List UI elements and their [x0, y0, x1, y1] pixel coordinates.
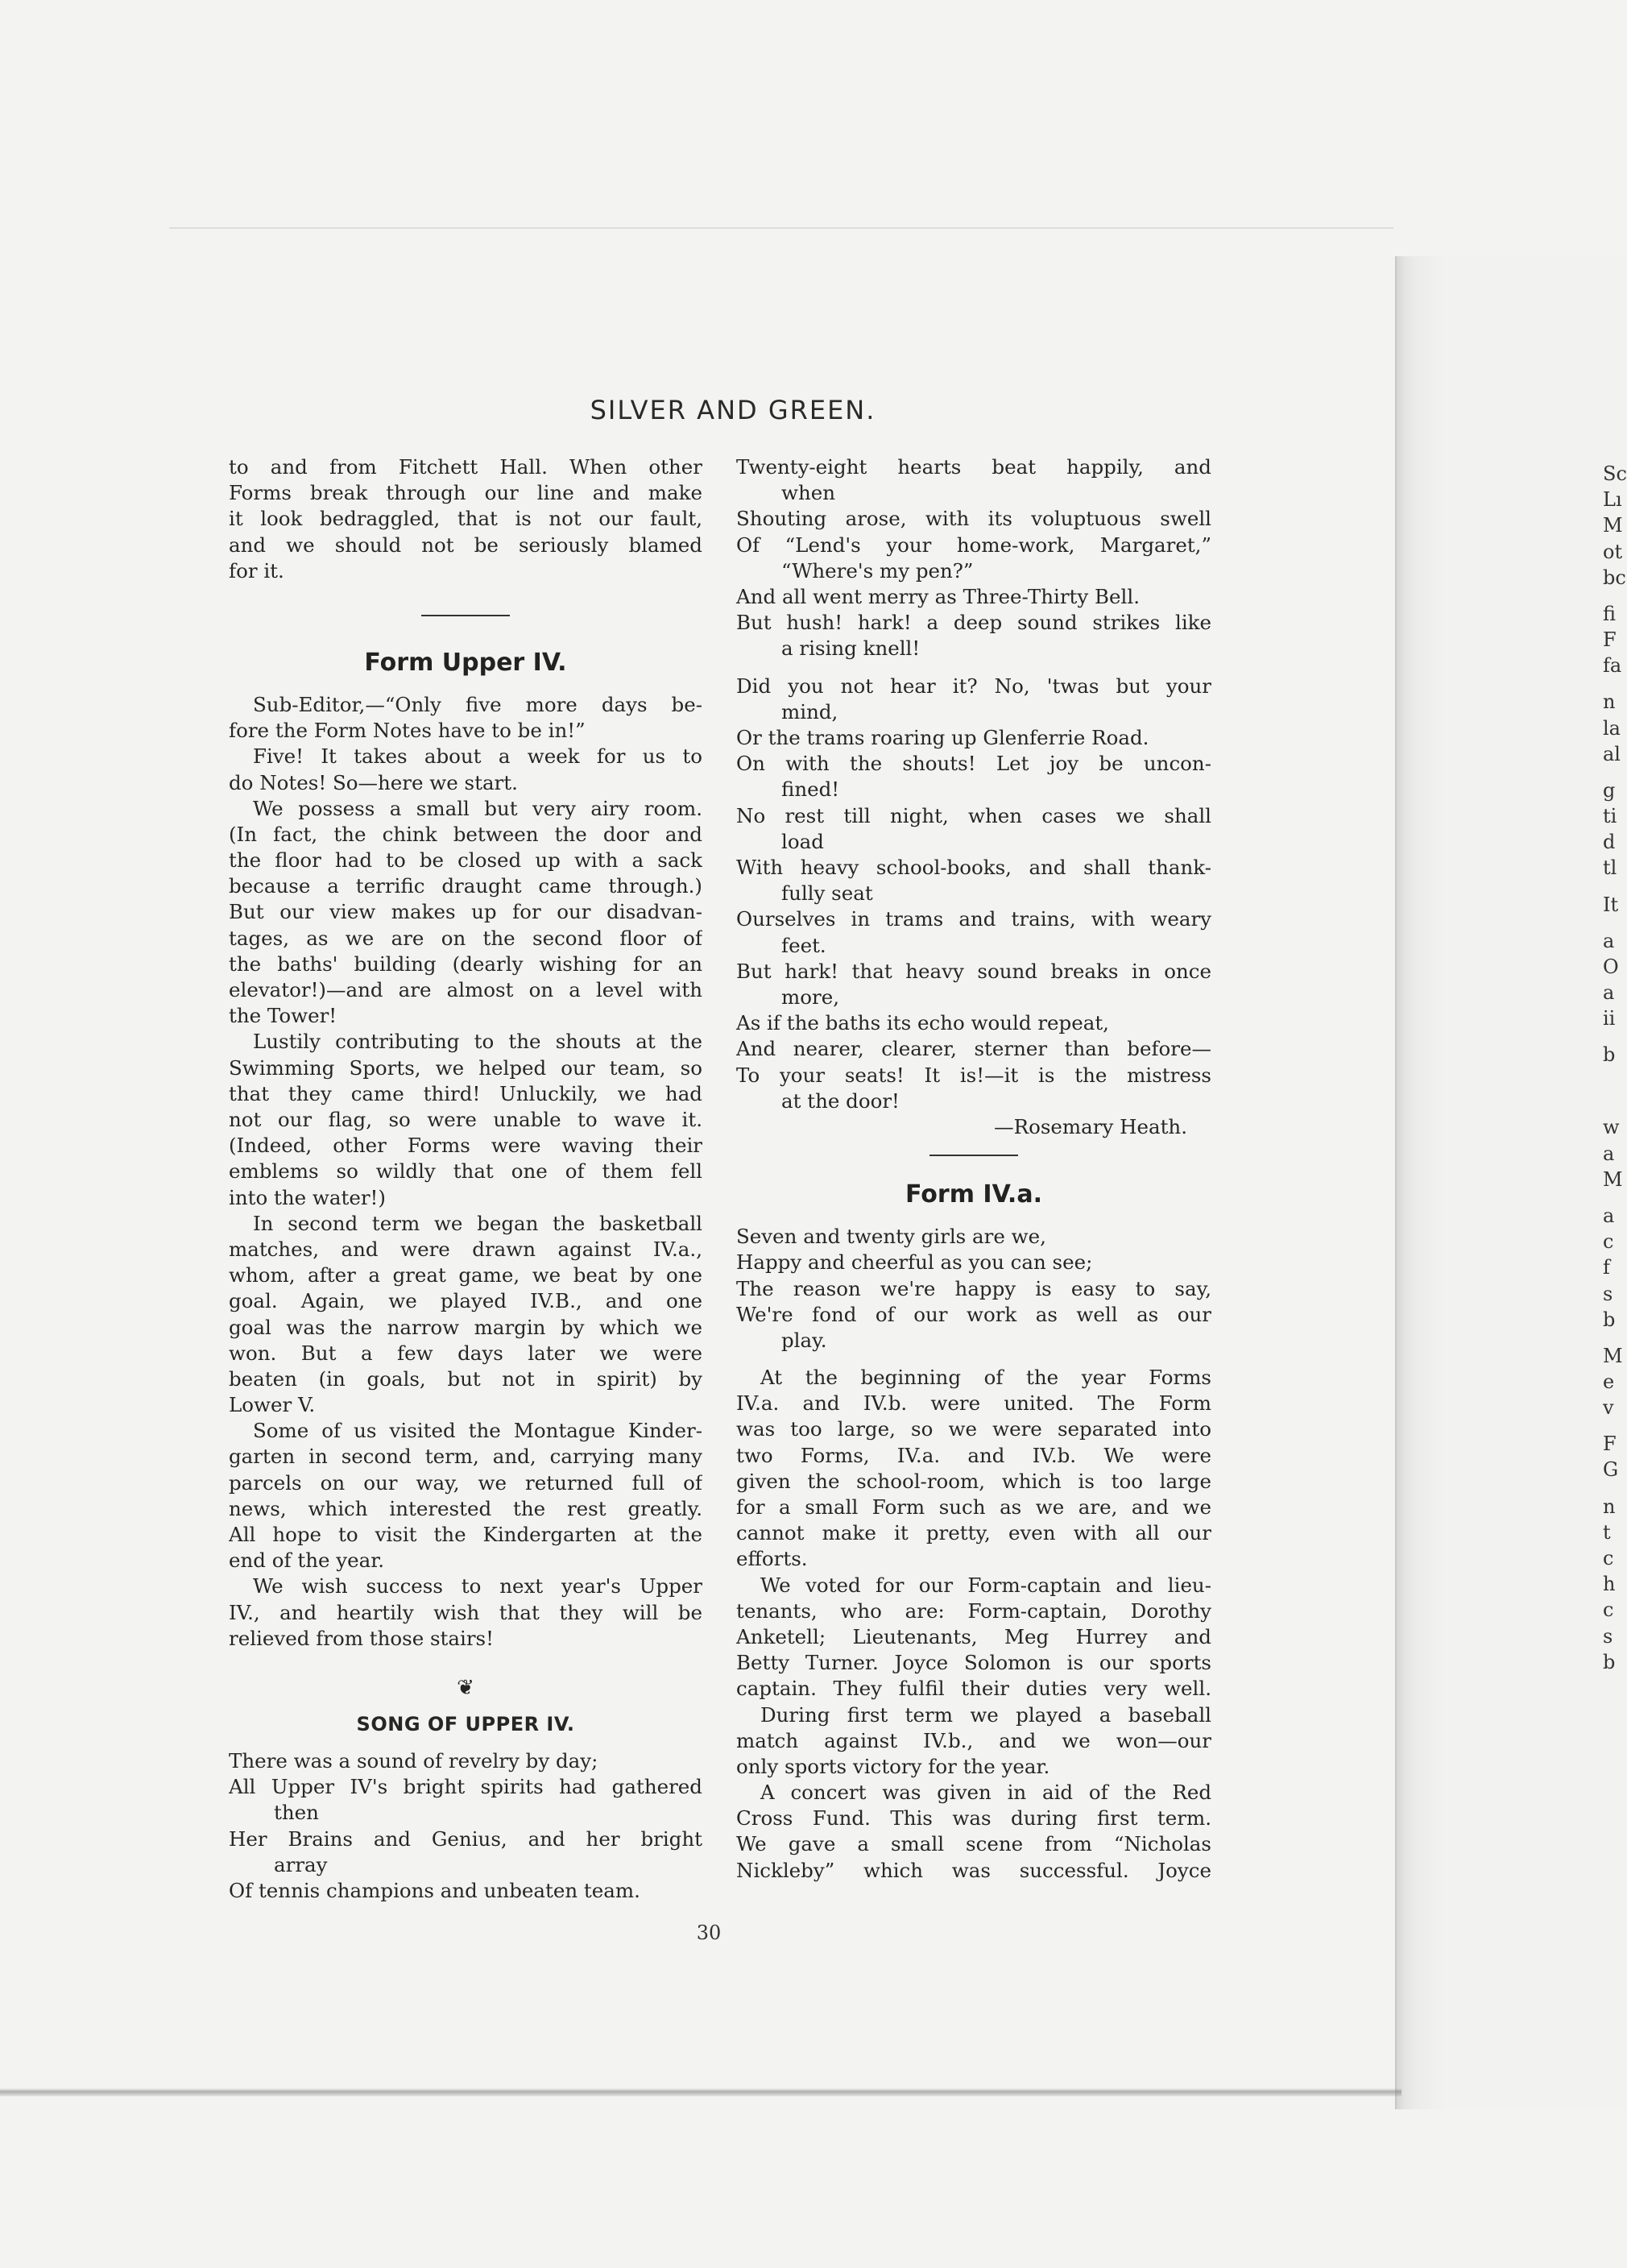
adjacent-page-fragment: la	[1603, 716, 1621, 740]
text-line: Did you not hear it? No, 'twas but your	[736, 674, 1211, 698]
text-line: Seven and twenty girls are we,	[736, 1225, 1046, 1249]
text-line: tenants, who are: Form-captain, Dorothy	[736, 1598, 1211, 1623]
section-divider	[929, 1155, 1018, 1156]
text-line: Sub-Editor,—“Only five more days be-	[253, 692, 702, 716]
text-line: Of “Lend's your home-work, Margaret,”	[736, 533, 1211, 557]
text-line: There was a sound of revelry by day;	[229, 1749, 598, 1773]
text-line: Anketell; Lieutenants, Meg Hurrey and	[736, 1624, 1211, 1648]
scan-edge-top	[169, 227, 1393, 229]
text-line: load	[781, 829, 824, 853]
adjacent-page-fragment: It	[1603, 893, 1619, 916]
adjacent-page-fragment: M	[1603, 514, 1623, 537]
text-line: Twenty-eight hearts beat happily, and	[736, 455, 1211, 479]
adjacent-page-fragment: M	[1603, 1167, 1623, 1191]
adjacent-page-fragment: f	[1603, 1256, 1610, 1279]
text-line: We're fond of our work as well as our	[736, 1302, 1211, 1326]
section-heading: Form IV.a.	[905, 1180, 1042, 1209]
text-line: captain. They fulfil their duties very well.	[736, 1677, 1211, 1701]
text-line: was too large, so we were separated into	[736, 1417, 1211, 1441]
adjacent-page-fragment: w	[1603, 1116, 1620, 1139]
adjacent-page-fragment: v	[1603, 1396, 1614, 1420]
adjacent-page-fragment: e	[1603, 1370, 1615, 1393]
right-column	[736, 454, 1211, 1884]
adjacent-page-fragment: fi	[1603, 602, 1617, 625]
text-line: Or the trams roaring up Glenferrie Road.	[736, 725, 1149, 749]
text-line: not our flag, so were unable to wave it.	[229, 1108, 702, 1131]
text-line: fully seat	[781, 881, 873, 906]
text-line: We possess a small but very airy room.	[253, 796, 702, 820]
adjacent-page-fragment: F	[1603, 1433, 1617, 1456]
adjacent-page-fragment: a	[1603, 981, 1615, 1004]
text-line: into the water!)	[229, 1185, 386, 1209]
text-line: a rising knell!	[781, 636, 921, 661]
text-line: play.	[781, 1328, 827, 1352]
text-line: because a terrific draught came through.)	[229, 874, 702, 898]
text-line: two Forms, IV.a. and IV.b. We were	[736, 1443, 1211, 1467]
adjacent-page-fragment: ot	[1603, 540, 1623, 563]
text-line: Ourselves in trams and trains, with weary	[736, 907, 1211, 931]
text-line: IV., and heartily wish that they will be	[229, 1600, 702, 1624]
adjacent-page-fragment: g	[1603, 778, 1616, 802]
text-line: A concert was given in aid of the Red	[760, 1781, 1211, 1805]
poem-title: SONG OF UPPER IV.	[356, 1713, 575, 1735]
adjacent-page-edge	[1395, 256, 1627, 2109]
text-line: IV.a. and IV.b. were united. The Form	[736, 1391, 1211, 1416]
adjacent-page-fragment: b	[1603, 1308, 1616, 1331]
text-line: Shouting arose, with its voluptuous swell	[736, 507, 1211, 531]
adjacent-page-fragment: Sc	[1603, 462, 1627, 485]
adjacent-page-fragment: s	[1603, 1282, 1613, 1305]
text-line: During first term we played a baseball	[760, 1702, 1211, 1727]
ornament-icon: ❦	[457, 1676, 474, 1700]
text-line: Five! It takes about a week for us to	[253, 744, 702, 769]
text-line: Some of us visited the Montague Kinder-	[253, 1419, 702, 1443]
adjacent-page-fragment: b	[1603, 1043, 1616, 1067]
text-line: the baths' building (dearly wishing for an	[229, 952, 702, 976]
text-line: Her Brains and Genius, and her bright	[229, 1826, 702, 1851]
text-line: end of the year.	[229, 1549, 385, 1573]
adjacent-page-fragment: t	[1603, 1520, 1611, 1544]
text-line: The reason we're happy is easy to say,	[736, 1276, 1211, 1300]
text-line: tages, as we are on the second floor of	[229, 926, 702, 950]
text-line: We gave a small scene from “Nicholas	[736, 1832, 1211, 1856]
text-line: Forms break through our line and make	[229, 481, 702, 505]
adjacent-page-fragment: M	[1603, 1344, 1623, 1367]
adjacent-page-fragment: fa	[1603, 654, 1622, 678]
text-line: mind,	[781, 699, 838, 724]
text-line: Lower V.	[229, 1393, 316, 1417]
adjacent-page-fragment: c	[1603, 1598, 1614, 1622]
text-line: whom, after a great game, we beat by one	[229, 1263, 702, 1287]
text-line: fined!	[781, 777, 840, 802]
text-line: to and from Fitchett Hall. When other	[229, 455, 702, 479]
text-line: And all went merry as Three-Thirty Bell.	[736, 584, 1140, 608]
text-line: And nearer, clearer, sterner than before—	[736, 1037, 1211, 1061]
text-line: garten in second term, and, carrying many	[229, 1445, 702, 1469]
text-line: In second term we began the basketball	[253, 1211, 702, 1235]
text-line: Betty Turner. Joyce Solomon is our sports	[736, 1651, 1211, 1675]
text-line: for it.	[229, 558, 284, 583]
text-line: All hope to visit the Kindergarten at the	[229, 1523, 702, 1547]
text-line: match against IV.b., and we won—our	[736, 1728, 1211, 1752]
adjacent-page-fragment: O	[1603, 955, 1619, 978]
adjacent-page-fragment: c	[1603, 1230, 1614, 1254]
text-line: at the door!	[781, 1088, 900, 1113]
adjacent-page-fragment: G	[1603, 1458, 1619, 1482]
text-line: At the beginning of the year Forms	[760, 1366, 1211, 1390]
text-line: fore the Form Notes have to be in!”	[229, 719, 586, 743]
text-line: that they came third! Unluckily, we had	[229, 1081, 702, 1105]
text-line: for a small Form such as we are, and we	[736, 1495, 1211, 1520]
text-line: We wish success to next year's Upper	[253, 1574, 702, 1598]
adjacent-page-fragment: n	[1603, 1495, 1616, 1518]
stanza-gap	[736, 662, 1211, 674]
adjacent-page-fragment: b	[1603, 1650, 1616, 1673]
text-line: elevator!)—and are almost on a level with	[229, 978, 702, 1002]
text-line: goal. Again, we played IV.B., and one	[229, 1289, 702, 1313]
scan-edge-bottom	[0, 2088, 1401, 2096]
text-line: news, which interested the rest greatly.	[229, 1496, 702, 1520]
text-line: and we should not be seriously blamed	[229, 533, 702, 557]
adjacent-page-fragment: a	[1603, 1142, 1615, 1165]
text-line: “Where's my pen?”	[781, 558, 974, 583]
adjacent-page-fragment: h	[1603, 1573, 1616, 1596]
text-line: relieved from those stairs!	[229, 1626, 494, 1650]
text-line: Cross Fund. This was during first term.	[736, 1806, 1211, 1831]
text-line: matches, and were drawn against IV.a.,	[229, 1237, 702, 1261]
text-line: do Notes! So—here we start.	[229, 770, 518, 794]
adjacent-page-fragment: F	[1603, 628, 1617, 652]
text-line: (In fact, the chink between the door and	[229, 822, 702, 846]
adjacent-page-fragment: s	[1603, 1624, 1613, 1648]
adjacent-page-fragment: d	[1603, 831, 1616, 854]
adjacent-page-fragment: a	[1603, 1204, 1615, 1227]
text-line: more,	[781, 985, 839, 1009]
text-line: feet.	[781, 933, 826, 957]
stanza-gap	[736, 1354, 1211, 1365]
adjacent-page-fragment: n	[1603, 690, 1616, 714]
adjacent-page-fragment: bc	[1603, 566, 1626, 589]
text-line: No rest till night, when cases we shall	[736, 803, 1211, 827]
text-line: With heavy school-books, and shall thank-	[736, 855, 1211, 879]
text-line: then	[274, 1801, 319, 1825]
adjacent-page-fragment: a	[1603, 929, 1615, 952]
text-line: cannot make it pretty, even with all our	[736, 1521, 1211, 1545]
text-line: beaten (in goals, but not in spirit) by	[229, 1366, 702, 1391]
text-line: Lustily contributing to the shouts at the	[253, 1030, 702, 1054]
page-number: 30	[696, 1922, 722, 1944]
text-line: Happy and cheerful as you can see;	[736, 1250, 1093, 1275]
section-heading: Form Upper IV.	[364, 648, 567, 677]
running-head: SILVER AND GREEN.	[590, 395, 876, 425]
text-line: the floor had to be closed up with a sack	[229, 848, 702, 873]
adjacent-page-fragment: Lı	[1603, 488, 1622, 512]
text-line: Of tennis champions and unbeaten team.	[229, 1878, 640, 1902]
text-line: (Indeed, other Forms were waving their	[229, 1134, 702, 1158]
text-line: But hark! that heavy sound breaks in once	[736, 959, 1211, 983]
author-signature: —Rosemary Heath.	[994, 1114, 1187, 1138]
adjacent-page-fragment: ti	[1603, 805, 1617, 828]
text-line: it look bedraggled, that is not our fault,	[229, 507, 702, 531]
text-line: Nickleby” which was successful. Joyce	[736, 1858, 1211, 1882]
section-divider	[421, 615, 510, 616]
adjacent-page-fragment: ii	[1603, 1007, 1616, 1030]
text-line: the Tower!	[229, 1004, 337, 1028]
adjacent-page-fragment: c	[1603, 1546, 1614, 1569]
text-line: goal was the narrow margin by which we	[229, 1315, 702, 1339]
text-line: But our view makes up for our disadvan-	[229, 900, 702, 924]
text-line: Swimming Sports, we helped our team, so	[229, 1055, 702, 1080]
text-line: when	[781, 481, 836, 505]
text-line: given the school-room, which is too large	[736, 1469, 1211, 1493]
text-line: To your seats! It is!—it is the mistress	[736, 1063, 1211, 1087]
text-line: On with the shouts! Let joy be uncon-	[736, 752, 1211, 776]
text-line: All Upper IV's bright spirits had gathered	[229, 1775, 702, 1799]
text-line: As if the baths its echo would repeat,	[736, 1011, 1109, 1035]
text-line: emblems so wildly that one of them fell	[229, 1159, 702, 1184]
text-line: parcels on our way, we returned full of	[229, 1470, 702, 1495]
text-line: We voted for our Form-captain and lieu-	[760, 1573, 1211, 1597]
adjacent-page-fragment: al	[1603, 742, 1621, 765]
text-line: array	[274, 1852, 328, 1876]
text-line: only sports victory for the year.	[736, 1754, 1050, 1778]
text-line: won. But a few days later we were	[229, 1341, 702, 1365]
text-line: But hush! hark! a deep sound strikes like	[736, 611, 1211, 635]
left-column	[229, 454, 702, 1904]
text-line: efforts.	[736, 1547, 808, 1571]
adjacent-page-fragment: tl	[1603, 856, 1617, 880]
